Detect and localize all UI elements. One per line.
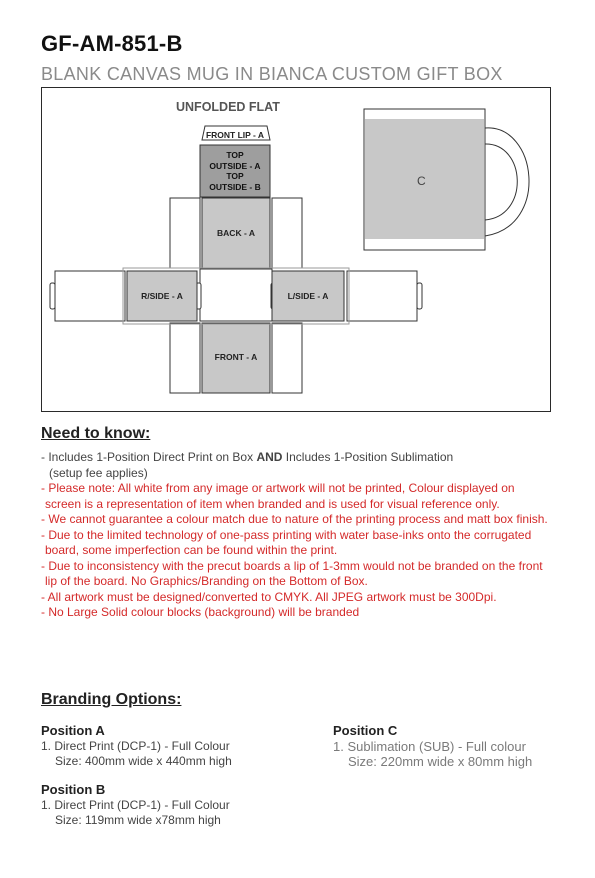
position-a-title: Position A	[41, 723, 105, 738]
diagram-frame	[41, 87, 551, 412]
flap-right-top	[272, 198, 302, 268]
label-top-1: TOP	[226, 150, 244, 160]
tab-far-left	[50, 283, 55, 309]
label-mug-c: C	[417, 174, 426, 188]
branding-heading: Branding Options:	[41, 691, 182, 708]
note-line-1-post: Includes 1-Position Sublimation	[282, 450, 454, 464]
note-red-9: - No Large Solid colour blocks (background) will be branded	[41, 605, 360, 619]
product-subtitle: BLANK CANVAS MUG IN BIANCA CUSTOM GIFT BOX	[41, 64, 503, 84]
position-b-line1: 1. Direct Print (DCP-1) - Full Colour	[41, 798, 230, 812]
diagram-title: UNFOLDED FLAT	[176, 100, 280, 114]
label-top-4: OUTSIDE - B	[209, 181, 261, 192]
note-red-3: - We cannot guarantee a colour match due to nature of the printing process and matt box finish.	[41, 512, 548, 526]
flap-left-bottom	[170, 323, 200, 393]
tab-far-right	[417, 283, 422, 309]
mug-illustration	[364, 109, 529, 250]
note-red-1: - Please note: All white from any image or artwork will not be printed, Colour displayed on	[41, 481, 515, 495]
flap-far-left	[55, 271, 125, 321]
flap-right-bottom	[272, 323, 302, 393]
position-a-line1: 1. Direct Print (DCP-1) - Full Colour	[41, 739, 230, 753]
product-code: GF-AM-851-B	[41, 31, 183, 56]
label-top	[200, 150, 270, 192]
note-line-1	[41, 450, 595, 466]
position-a-line2: Size: 400mm wide x 440mm high	[55, 754, 232, 768]
label-top-2: OUTSIDE - A	[209, 160, 261, 171]
note-line-1-bold: AND	[256, 450, 283, 464]
note-red-6: - Due to inconsistency with the precut boards a lip of 1-3mm would not be branded on the front	[41, 558, 543, 573]
mug-handle	[485, 128, 529, 236]
label-back: BACK - A	[217, 228, 255, 238]
label-front-lip: FRONT LIP - A	[205, 130, 265, 140]
note-red-4: - Due to the limited technology of one-pass printing with water base-inks onto the corrugated	[41, 527, 532, 542]
note-red-8: - All artwork must be designed/converted to CMYK. All JPEG artwork must be 300Dpi.	[41, 589, 497, 604]
position-a	[41, 723, 232, 769]
flap-left-top	[170, 198, 200, 268]
box-diagram	[42, 88, 552, 413]
flap-far-right	[347, 271, 417, 321]
label-rside: R/SIDE - A	[141, 291, 183, 301]
position-b-line2: Size: 119mm wide x78mm high	[55, 813, 221, 827]
note-red-7: lip of the board. No Graphics/Branding on the Bottom of Box.	[45, 574, 368, 588]
label-top-3: TOP	[226, 171, 244, 181]
panel-bottom-center	[200, 269, 272, 321]
position-c-title: Position C	[333, 723, 398, 738]
note-line-1-cont: (setup fee applies)	[49, 465, 148, 480]
position-b-title: Position B	[41, 782, 106, 797]
label-front: FRONT - A	[214, 352, 258, 362]
position-c-line2: Size: 220mm wide x 80mm high	[348, 754, 533, 769]
position-c	[333, 723, 532, 769]
note-line-1-pre: - Includes 1-Position Direct Print on Box	[41, 450, 257, 464]
need-to-know-heading: Need to know:	[41, 425, 151, 442]
note-red-5: board, some imperfection can be found within the print.	[45, 543, 338, 557]
position-c-line1: 1. Sublimation (SUB) - Full colour	[333, 739, 526, 754]
label-lside: L/SIDE - A	[287, 291, 329, 301]
note-red-2: screen is a representation of item when branded and is used for visual reference only.	[45, 496, 500, 511]
position-b	[41, 782, 230, 828]
